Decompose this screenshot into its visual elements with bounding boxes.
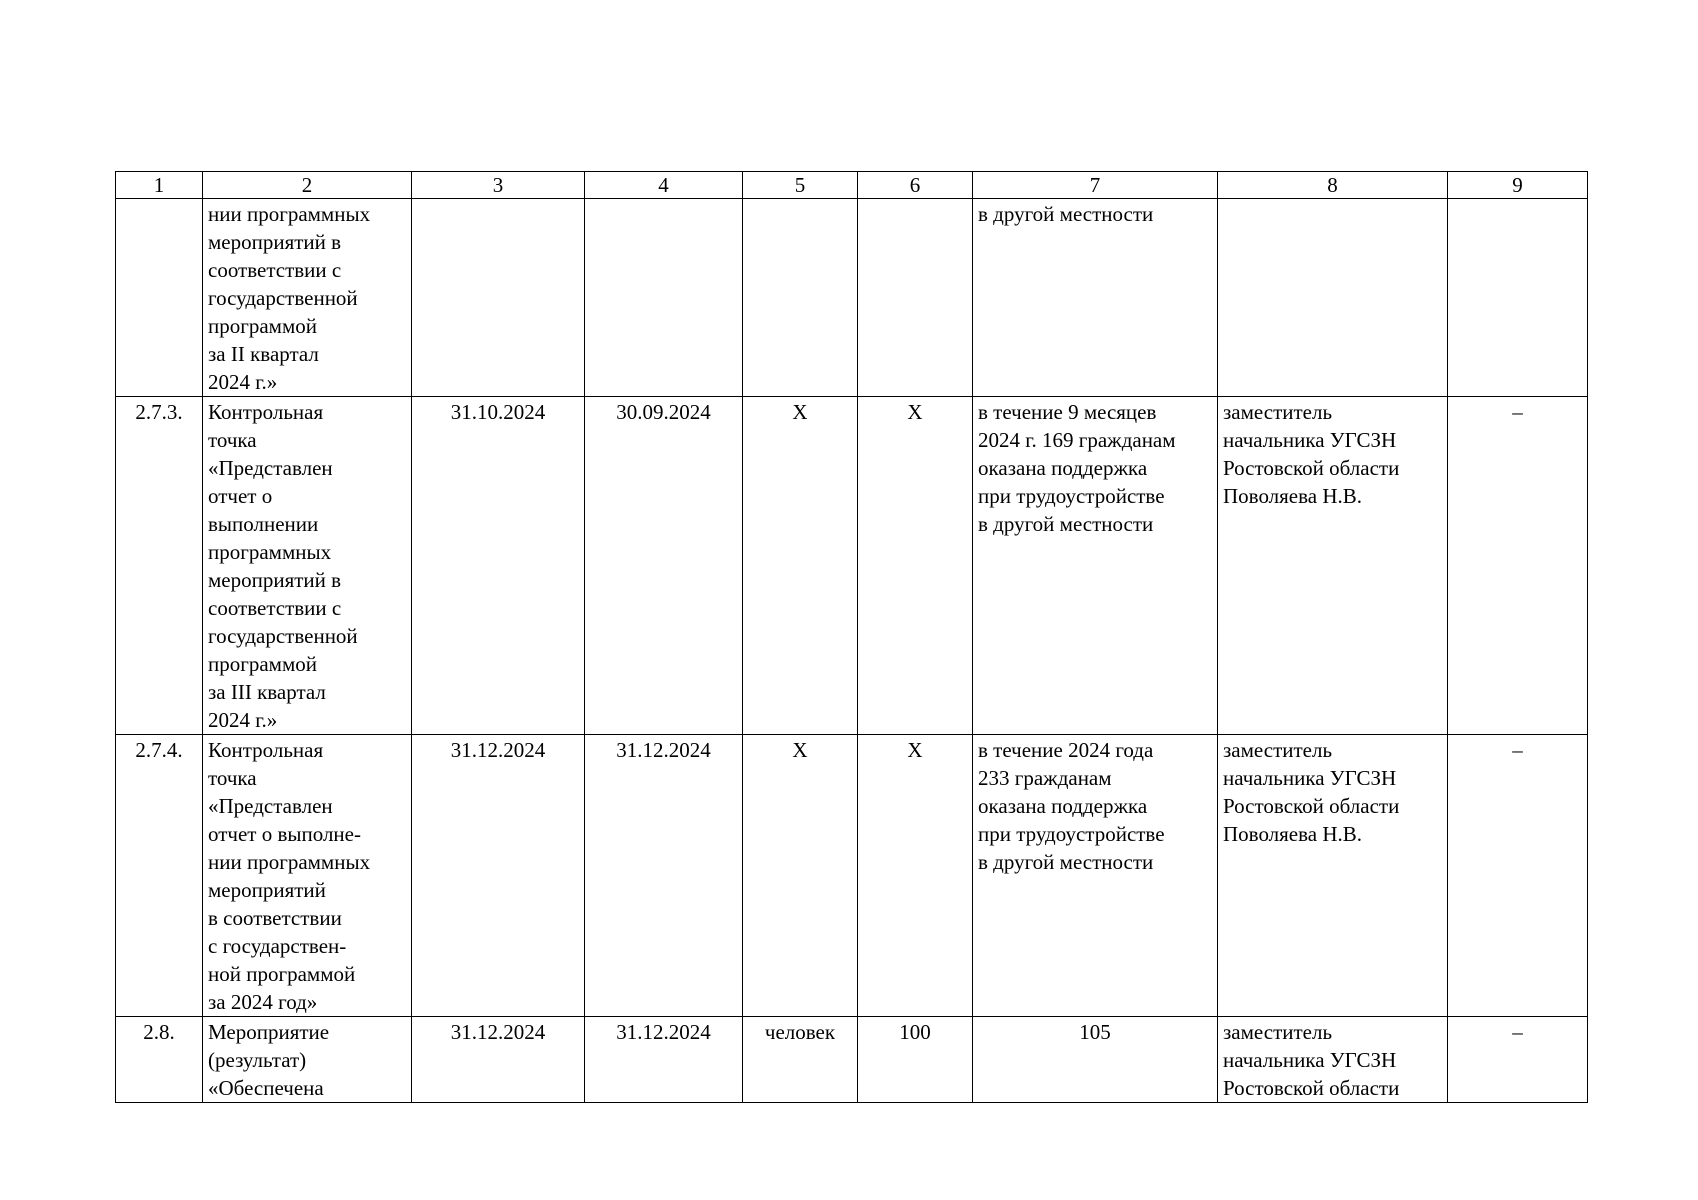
item-name: нии программных мероприятий в соответствии с государственной программой за II квартал 2024 г.»	[203, 199, 412, 397]
table-row	[116, 1017, 1588, 1103]
report-table	[115, 171, 1588, 1103]
planned-value: 100	[858, 1017, 973, 1103]
note: –	[1448, 397, 1588, 735]
planned-value	[858, 199, 973, 397]
planned-date: 31.12.2024	[412, 735, 585, 1017]
table-row	[116, 397, 1588, 735]
column-number-4: 4	[585, 172, 743, 199]
column-number-6: 6	[858, 172, 973, 199]
actual-date: 31.12.2024	[585, 735, 743, 1017]
unit-of-measure: X	[743, 397, 858, 735]
column-number-5: 5	[743, 172, 858, 199]
column-number-2: 2	[203, 172, 412, 199]
unit-of-measure: X	[743, 735, 858, 1017]
item-name: Контрольная точка «Представлен отчет о выполнении программных мероприятий в соответствии с государственной программой за III квартал 2024 г.»	[203, 397, 412, 735]
actual-date	[585, 199, 743, 397]
planned-date: 31.12.2024	[412, 1017, 585, 1103]
actual-result: 105	[973, 1017, 1218, 1103]
actual-date: 30.09.2024	[585, 397, 743, 735]
responsible-person: заместитель начальника УГСЗН Ростовской области Поволяева Н.В.	[1218, 735, 1448, 1017]
item-number: 2.7.4.	[116, 735, 203, 1017]
item-number: 2.7.3.	[116, 397, 203, 735]
column-number-row	[116, 172, 1588, 199]
table-row	[116, 199, 1588, 397]
responsible-person	[1218, 199, 1448, 397]
item-number: 2.8.	[116, 1017, 203, 1103]
table-row	[116, 735, 1588, 1017]
unit-of-measure	[743, 199, 858, 397]
note	[1448, 199, 1588, 397]
item-name: Контрольная точка «Представлен отчет о выполне- нии программных мероприятий в соответствии с государствен- ной программой за 2024 год»	[203, 735, 412, 1017]
item-name: Мероприятие (результат) «Обеспечена	[203, 1017, 412, 1103]
actual-result: в другой местности	[973, 199, 1218, 397]
column-number-3: 3	[412, 172, 585, 199]
actual-date: 31.12.2024	[585, 1017, 743, 1103]
column-number-7: 7	[973, 172, 1218, 199]
actual-result: в течение 9 месяцев 2024 г. 169 гражданам оказана поддержка при трудоустройстве в другой местности	[973, 397, 1218, 735]
planned-date: 31.10.2024	[412, 397, 585, 735]
note: –	[1448, 1017, 1588, 1103]
responsible-person: заместитель начальника УГСЗН Ростовской области Поволяева Н.В.	[1218, 397, 1448, 735]
column-number-8: 8	[1218, 172, 1448, 199]
planned-value: X	[858, 397, 973, 735]
actual-result: в течение 2024 года 233 гражданам оказана поддержка при трудоустройстве в другой местности	[973, 735, 1218, 1017]
responsible-person: заместитель начальника УГСЗН Ростовской области	[1218, 1017, 1448, 1103]
column-number-1: 1	[116, 172, 203, 199]
planned-date	[412, 199, 585, 397]
column-number-9: 9	[1448, 172, 1588, 199]
note: –	[1448, 735, 1588, 1017]
unit-of-measure: человек	[743, 1017, 858, 1103]
planned-value: X	[858, 735, 973, 1017]
item-number	[116, 199, 203, 397]
